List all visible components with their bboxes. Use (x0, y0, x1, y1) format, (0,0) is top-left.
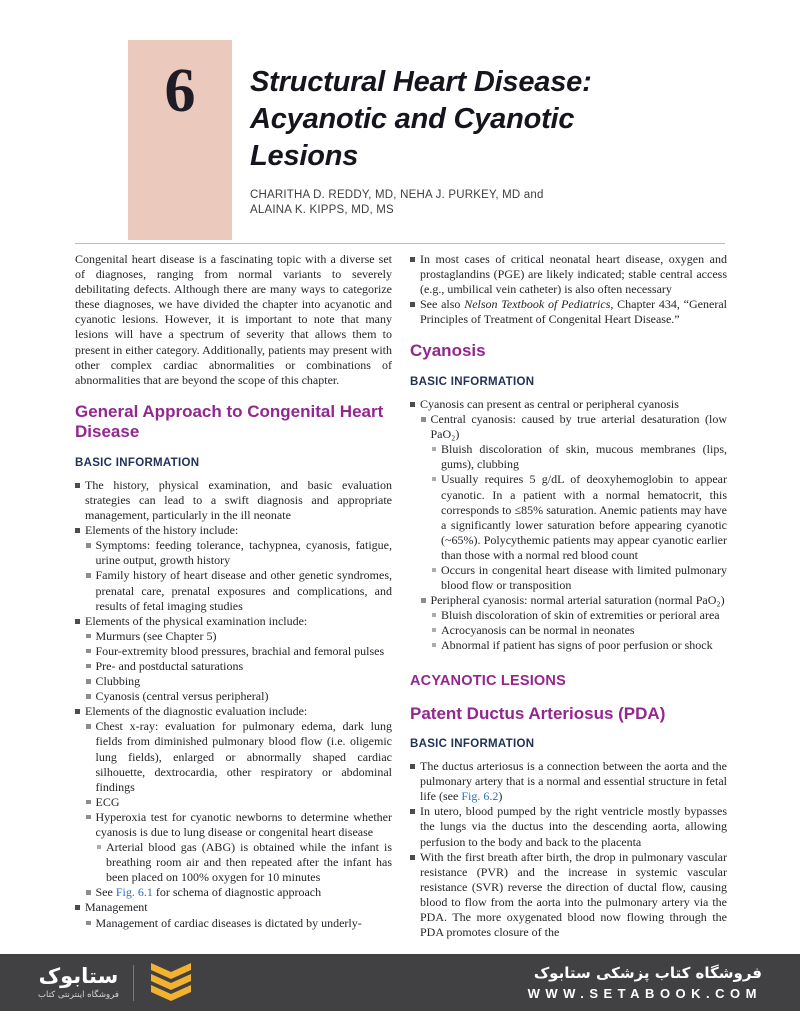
square-bullet-icon (86, 800, 91, 805)
list-item (410, 563, 727, 593)
pda-list (410, 759, 727, 940)
chapter-header (250, 64, 730, 218)
list-item (410, 608, 727, 623)
authors-line: ALAINA K. KIPPS, MD, MS (250, 204, 394, 216)
authors-block (250, 188, 730, 218)
square-bullet-icon (410, 302, 415, 307)
square-bullet-icon (86, 664, 91, 669)
list-item-text: In most cases of critical neonatal heart disease, oxygen and prostaglandins (PGE) are likely indicated; stable central access (e.g., umbilical vein catheter) is also often necessary (420, 252, 727, 297)
right-column (410, 252, 727, 953)
subheading-basic-information: BASIC INFORMATION (410, 738, 535, 751)
square-bullet-icon (86, 679, 91, 684)
square-bullet-icon (410, 402, 415, 407)
section-heading-general-approach: General Approach to Congenital Heart Disease (75, 401, 384, 442)
square-bullet-icon (75, 619, 80, 624)
square-bullet-icon (410, 764, 415, 769)
footer-banner (0, 954, 800, 1011)
square-bullet-icon (421, 598, 426, 603)
chapter-title (250, 64, 730, 175)
list-item (410, 638, 727, 653)
square-bullet-icon (432, 643, 436, 647)
square-bullet-icon (410, 809, 415, 814)
square-bullet-icon (421, 417, 426, 422)
section-heading-pda: Patent Ductus Arteriosus (PDA) (410, 703, 666, 723)
list-item-text: Peripheral cyanosis: normal arterial saturation (normal PaO₂) (430, 593, 725, 608)
part-heading-acyanotic-lesions: ACYANOTIC LESIONS (410, 672, 566, 689)
list-item (75, 674, 392, 689)
setabook-logo (38, 964, 119, 1001)
list-item-text: Usually requires 5 g/dL of deoxyhemoglobin to appear cyanotic. In a patient with a normal hematocrit, this corresponds to ≤85% saturation. Anemic patients may have a significantly lower saturation before appearing cyanotic (~65%). Polycythemic patients may appear cyanotic earlier than those with a normal red blood count (441, 472, 727, 562)
list-item-text: Pre- and postductal saturations (95, 658, 244, 673)
subheading-basic-information: BASIC INFORMATION (75, 456, 200, 469)
list-item-text: Bluish discoloration of skin, mucous membranes (lips, gums), clubbing (441, 442, 727, 472)
list-item-text: Central cyanosis: caused by true arterial desaturation (low PaO₂) (430, 412, 727, 442)
list-item (75, 614, 392, 629)
chapter-title-line: Structural Heart Disease: (250, 66, 592, 98)
square-bullet-icon (75, 905, 80, 910)
square-bullet-icon (432, 613, 436, 617)
management-continued-list (410, 252, 727, 327)
square-bullet-icon (86, 649, 91, 654)
square-bullet-icon (86, 694, 91, 699)
footer-divider (133, 965, 134, 1001)
figure-cross-reference-link[interactable]: Fig. 6.2 (461, 789, 499, 804)
intro-paragraph: Congenital heart disease is a fascinating topic with a diverse set of diagnoses, ranging from normal variants to severely debilitating defects. Although there are many ways to categorize these diagnoses, we have divided the chapter into acyanotic and cyanotic lesions. However, it is important to note that many lesions will have a spectrum of severity that allows them to present in either category. Additionally, patients may present with other complex cardiac abnormalities or combinations of abnormalities that are beyond the scope of this chapter. (75, 252, 392, 387)
list-item (75, 538, 392, 568)
list-item (410, 252, 727, 297)
list-item (410, 593, 727, 608)
list-item (75, 704, 392, 719)
chapter-number: 6 (164, 57, 196, 125)
list-item-text: Cyanosis (central versus peripheral) (95, 689, 269, 704)
list-item (75, 719, 392, 794)
authors-line: CHARITHA D. REDDY, MD, NEHA J. PURKEY, MD and (250, 189, 544, 201)
list-item (75, 644, 392, 659)
list-item-text: Acrocyanosis can be normal in neonates (441, 623, 635, 638)
list-item-text: Elements of the history include: (85, 523, 239, 538)
square-bullet-icon (410, 855, 415, 860)
section-heading-cyanosis: Cyanosis (410, 341, 486, 361)
list-item-text: Four-extremity blood pressures, brachial and femoral pulses (95, 643, 385, 658)
list-item-text: Symptoms: feeding tolerance, tachypnea, cyanosis, fatigue, urine output, growth history (95, 538, 392, 568)
list-item (410, 412, 727, 442)
list-item (410, 472, 727, 563)
list-item (75, 900, 392, 915)
square-bullet-icon (86, 815, 91, 820)
chapter-number-badge (128, 40, 232, 240)
header-divider (75, 243, 725, 244)
list-item (410, 297, 727, 327)
footer-store-info (528, 964, 762, 1001)
list-item (75, 568, 392, 613)
list-item-text: Hyperoxia test for cyanotic newborns to determine whether cyanosis is due to lung disease or congenital heart disease (95, 809, 392, 839)
page-body (75, 252, 727, 953)
setabook-logo-text: ستابوک (38, 964, 119, 988)
list-item (410, 759, 727, 804)
list-item (75, 795, 392, 810)
list-item (410, 623, 727, 638)
list-item (410, 397, 727, 412)
setabook-logo-subtitle: فروشگاه اینترنتی کتاب (38, 990, 119, 1000)
square-bullet-icon (75, 528, 80, 533)
square-bullet-icon (86, 543, 91, 548)
store-url-link[interactable]: WWW.SETABOOK.COM (527, 986, 762, 1001)
list-item-text: See also Nelson Textbook of Pediatrics, Chapter 434, “General Principles of Treatment of Congenital Heart Disease.” (420, 297, 727, 327)
list-item (75, 916, 392, 931)
chapter-title-line: Lesions (250, 140, 359, 172)
square-bullet-icon (75, 483, 80, 488)
list-item-text: With the first breath after birth, the drop in pulmonary vascular resistance (PVR) and the increase in systemic vascular resistance (SVR) reverse the direction of ductal flow, causing blood to flow from the aorta into the pulmonary artery via the PDA. The more oxygenated blood now flowing through the PDA promotes closure of the (420, 849, 727, 940)
list-item (410, 850, 727, 941)
list-item-text: Cyanosis can present as central or peripheral cyanosis (420, 396, 679, 411)
square-bullet-icon (86, 724, 91, 729)
list-item (75, 523, 392, 538)
list-item (410, 804, 727, 849)
general-approach-list (75, 478, 392, 931)
list-item-text: In utero, blood pumped by the right ventricle mostly bypasses the lungs via the ductus into the descending aorta, allowing perfusion to the body and back to the placenta (420, 804, 727, 849)
square-bullet-icon (432, 477, 436, 481)
store-title: فروشگاه کتاب پزشکی ستابوک (533, 964, 762, 982)
list-item-text: ECG (95, 794, 120, 809)
list-item (75, 478, 392, 523)
list-item (75, 629, 392, 644)
list-item-text: Clubbing (95, 674, 141, 689)
list-item-text: Management (85, 900, 148, 915)
list-item (75, 840, 392, 885)
list-item-text: Management of cardiac diseases is dictated by underly- (95, 915, 362, 930)
list-item-text: Family history of heart disease and other genetic syndromes, prenatal care, prenatal exposures and complications, and results of fetal imaging studies (95, 568, 392, 613)
square-bullet-icon (432, 568, 436, 572)
list-item-text: Elements of the diagnostic evaluation include: (85, 704, 308, 719)
square-bullet-icon (86, 921, 91, 926)
list-item-text: Elements of the physical examination include: (85, 613, 308, 628)
square-bullet-icon (86, 573, 91, 578)
setabook-chevron-logo-icon (148, 963, 194, 1003)
footer-logo-group (38, 963, 194, 1003)
list-item (75, 689, 392, 704)
square-bullet-icon (410, 257, 415, 262)
list-item-text: Abnormal if patient has signs of poor perfusion or shock (441, 638, 713, 653)
list-item-text: The history, physical examination, and basic evaluation strategies can lead to a swift diagnosis and appropriate management, particularly in the ill neonate (85, 477, 392, 523)
list-item-text: Occurs in congenital heart disease with limited pulmonary blood flow or transposition (441, 563, 727, 593)
italic-text: Nelson Textbook of Pediatrics (464, 297, 611, 312)
list-item (410, 442, 727, 472)
list-item (75, 659, 392, 674)
left-column (75, 252, 392, 953)
square-bullet-icon (75, 709, 80, 714)
square-bullet-icon (86, 890, 91, 895)
list-item (75, 810, 392, 840)
list-item-text: The ductus arteriosus is a connection between the aorta and the pulmonary artery that is a normal and essential structure in fetal life (see Fig. 6.2) (420, 759, 727, 804)
square-bullet-icon (86, 634, 91, 639)
list-item-text: Arterial blood gas (ABG) is obtained while the infant is breathing room air and then repeated after the infant has been placed on 100% oxygen for 10 minutes (106, 840, 392, 885)
list-item-text: Chest x-ray: evaluation for pulmonary edema, dark lung fields from diminished pulmonary blood flow (i.e. oligemic lung fields), enlarged or abnormally shaped cardiac silhouette, dextrocardia, other respiratory or abdominal findings (95, 719, 392, 794)
list-item-text: Murmurs (see Chapter 5) (95, 628, 217, 643)
square-bullet-icon (432, 447, 436, 451)
subheading-basic-information: BASIC INFORMATION (410, 375, 535, 388)
cyanosis-list (410, 397, 727, 654)
list-item-text: See Fig. 6.1 for schema of diagnostic approach (95, 885, 322, 900)
list-item (75, 885, 392, 900)
chapter-title-line: Acyanotic and Cyanotic (250, 103, 575, 135)
square-bullet-icon (97, 845, 101, 849)
square-bullet-icon (432, 628, 436, 632)
figure-cross-reference-link[interactable]: Fig. 6.1 (115, 885, 153, 900)
list-item-text: Bluish discoloration of skin of extremities or perioral area (441, 608, 720, 623)
